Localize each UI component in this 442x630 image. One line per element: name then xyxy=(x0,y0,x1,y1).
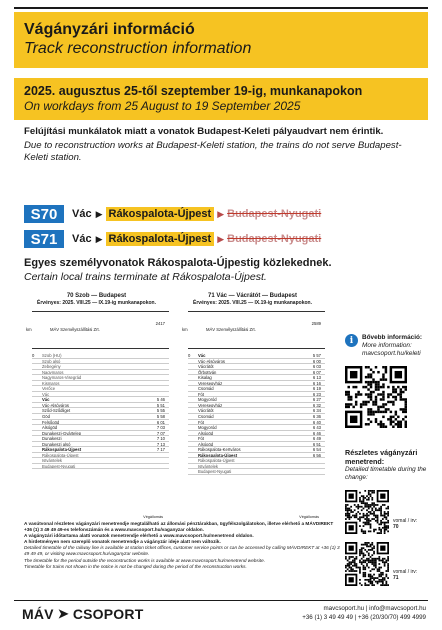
row-time xyxy=(147,392,169,397)
detailed-timetable xyxy=(345,448,429,482)
qr-code-line-70[interactable] xyxy=(345,490,389,534)
arrow-right-icon: ▶ xyxy=(95,233,103,244)
fine-print-line: A hirdetményen nem szereplő vonatok menetrendje a vágányzár ideje alatt nem változik. xyxy=(24,539,221,545)
timetable-footer: Végállomás xyxy=(299,515,319,519)
timetable-71 xyxy=(180,293,325,520)
row-station: Rákospalota-Újpest xyxy=(198,458,235,463)
row-time xyxy=(147,453,169,458)
row-station: Verőce xyxy=(42,386,56,391)
route-to: Rákospalota-Újpest xyxy=(106,232,215,246)
row-time: 6 32 xyxy=(312,402,321,408)
row-time: 6 19 xyxy=(312,386,321,392)
contact-line-1[interactable]: mavcsoport.hu | info@mavcsoport.hu xyxy=(323,605,426,612)
row-time: 6 51 xyxy=(312,441,321,447)
row-km xyxy=(188,364,198,369)
row-time: 7 10 xyxy=(156,436,165,442)
mav-csoport-logo xyxy=(22,606,143,622)
row-time xyxy=(303,458,325,463)
detailed-en: Detailed timetable during the change: xyxy=(345,466,427,481)
summary xyxy=(24,256,422,284)
row-station: Csomád xyxy=(198,386,214,391)
row-km xyxy=(32,370,42,375)
arrow-right-icon: ▶ xyxy=(217,233,225,244)
row-km xyxy=(188,414,198,419)
qr-code-icon xyxy=(345,542,389,586)
contact-line-2: +36 (1) 3 49 49 49 | +36 (20/30/70) 499 4999 xyxy=(302,614,426,621)
timetable-header-grid xyxy=(26,311,169,349)
row-station: Rákospalota-Újpest xyxy=(42,452,79,458)
fine-print-line: Detailed timetable of the railway line is available at station ticket offices, customer service points or can be accessed by calling MÁVDIREKT at +36 (1) 3 49 49 49, or visiting www.mavcsoport.hu/vaganyzar website. xyxy=(24,545,340,557)
row-time: 6 01 xyxy=(156,419,165,425)
row-km xyxy=(32,375,42,380)
row-time xyxy=(147,370,169,375)
row-km: 0 xyxy=(188,353,191,358)
route-cancelled: Budapest-Nyugati xyxy=(227,208,322,220)
km-column-header: km xyxy=(26,327,32,332)
row-station: Nagymaros-Visegrád xyxy=(42,375,82,380)
fine-print-line: A vágányzári időtartama alatti vonatok menetrendje elérhető a www.mavcsoport.hu/menetrend oldalon. xyxy=(24,533,254,539)
row-station: Veresegyház xyxy=(198,380,223,386)
more-info-url[interactable]: mavcsoport.hu/keleti xyxy=(362,350,421,357)
row-time: 6 23 xyxy=(312,391,321,397)
row-km xyxy=(188,447,198,452)
row-station: Kismaros xyxy=(42,380,60,386)
row-time: 7 07 xyxy=(156,430,165,436)
row-station: Vác xyxy=(42,397,50,402)
row-time: 5 57 xyxy=(312,353,321,358)
info-icon: i xyxy=(345,334,358,347)
row-km xyxy=(188,464,198,469)
row-km xyxy=(188,392,198,397)
fine-print-line: A vasútvonal részletes vágányzári menetrendje megtalálható az állomási pénztárakban, ügyfélszolgálatokon, illetve elérhető a MÁVDIREKT +36 (1) 3 49 49 49-es telefonszámán és a www.mavcsoport.hu/vaganyzar oldalon. xyxy=(24,521,334,533)
row-station: Kisalag xyxy=(198,375,212,380)
row-km xyxy=(188,408,198,413)
row-station: Mogyoród xyxy=(198,425,217,430)
summary-en: Certain local trains terminate at Rákospalota-Újpest. xyxy=(24,271,267,283)
row-station: Istvántelek xyxy=(42,458,63,463)
timetable-rows xyxy=(32,353,169,469)
row-station: Fót xyxy=(198,419,205,425)
bottom-rule xyxy=(14,600,428,601)
row-station: Szob (HU) xyxy=(42,353,62,358)
row-km xyxy=(188,375,198,380)
row-station: Alsógöd xyxy=(198,430,214,436)
timetable-title: 70 Szob — Budapest xyxy=(66,293,127,299)
qr-label-value: 70 xyxy=(393,524,399,530)
row-time: 6 56 xyxy=(312,452,321,458)
row-time: 6 13 xyxy=(312,375,321,381)
qr-code-line-71[interactable] xyxy=(345,542,389,586)
row-station: Fót xyxy=(198,436,205,441)
fine-print-line: Timetable for trains not shown in the notice is not be changed during the period of the reconstruction works. xyxy=(24,563,247,569)
row-time: 5 58 xyxy=(156,414,165,420)
row-time: 6 40 xyxy=(312,419,321,425)
row-time: 7 13 xyxy=(156,441,165,447)
row-time xyxy=(147,458,169,463)
logo-right: CSOPORT xyxy=(72,606,144,622)
row-time: 6 49 xyxy=(312,436,321,442)
route-s71 xyxy=(24,229,321,249)
train-number: 2589 xyxy=(311,321,321,326)
row-km xyxy=(188,397,198,402)
detailed-hu: Részletes vágányzári menetrend: xyxy=(345,448,418,466)
row-km xyxy=(32,420,42,425)
row-km xyxy=(32,458,42,463)
top-rule xyxy=(14,7,428,9)
train-number: 2417 xyxy=(155,321,165,326)
row-time: 7 17 xyxy=(156,447,165,453)
row-time xyxy=(147,375,169,380)
row-station: Vác xyxy=(42,391,50,397)
operator-header: MÁV Személyszállítási Zrt. xyxy=(50,327,100,332)
timetable-title: 71 Vác — Vácrátót — Budapest xyxy=(207,293,298,299)
row-km xyxy=(32,442,42,447)
row-km xyxy=(32,359,42,364)
notice-hu: Felújítási munkálatok miatt a vonatok Budapest-Keleti pályaudvart nem érintik. xyxy=(24,126,384,137)
row-time: 6 36 xyxy=(312,414,321,420)
timetable-footer: Végállomás xyxy=(143,515,163,519)
row-km xyxy=(188,420,198,425)
row-station: Rákospalota-Újpest xyxy=(42,447,82,452)
row-km xyxy=(32,431,42,436)
row-km xyxy=(188,436,198,441)
table-row xyxy=(188,469,325,475)
contact-info xyxy=(302,604,426,622)
row-time: 6 07 xyxy=(312,369,321,375)
row-km xyxy=(32,403,42,408)
row-km xyxy=(32,414,42,419)
row-station: Vácrátót xyxy=(198,364,214,369)
row-station: Mogyoród xyxy=(198,397,217,402)
row-station: Rákospalota-Újpest xyxy=(198,452,238,458)
row-km xyxy=(32,397,42,402)
row-km xyxy=(32,392,42,397)
route-to: Rákospalota-Újpest xyxy=(106,207,215,221)
route-from: Vác xyxy=(72,208,92,220)
row-station: Sződ-Sződliget xyxy=(42,408,71,414)
period-hu: 2025. augusztus 25-től szeptember 19-ig, munkanapokon xyxy=(24,84,363,98)
qr-label-prefix: vomal / irv: xyxy=(393,518,418,524)
row-km xyxy=(32,453,42,458)
route-cancelled: Budapest-Nyugati xyxy=(227,233,322,245)
row-km xyxy=(188,370,198,375)
logo-left: MÁV xyxy=(22,606,54,622)
arrow-right-icon: ▶ xyxy=(217,208,225,219)
row-time: 6 16 xyxy=(312,380,321,386)
route-from: Vác xyxy=(72,233,92,245)
period-band xyxy=(14,78,428,120)
row-station: Dunakeszi xyxy=(42,436,62,441)
period-en: On workdays from 25 August to 19 September 2025 xyxy=(24,99,301,113)
fine-print xyxy=(24,521,340,570)
arrow-right-icon: ▶ xyxy=(95,208,103,219)
title-hu: Vágányzári információ xyxy=(24,21,195,38)
row-time xyxy=(303,469,325,474)
row-km xyxy=(32,408,42,413)
row-time: 6 54 xyxy=(312,447,321,453)
row-km xyxy=(188,469,198,474)
row-station: Vác xyxy=(198,353,206,358)
row-station: Göd xyxy=(42,414,50,419)
row-station: Fót xyxy=(198,391,205,397)
row-km xyxy=(32,364,42,369)
operator-header: MÁV Személyszállítási Zrt. xyxy=(206,327,256,332)
row-time xyxy=(147,381,169,386)
qr-code-more-info[interactable] xyxy=(345,366,407,428)
row-km xyxy=(188,381,198,386)
row-time: 6 43 xyxy=(312,425,321,431)
row-station: Vácrátót xyxy=(198,408,214,414)
row-time: 6 03 xyxy=(312,364,321,370)
row-km xyxy=(188,442,198,447)
row-station: Szob alsó xyxy=(42,358,61,364)
row-station: Csomád xyxy=(198,414,214,419)
row-km xyxy=(188,431,198,436)
row-time xyxy=(147,386,169,391)
row-time xyxy=(147,464,169,469)
row-station: Dunakeszi alsó xyxy=(42,441,71,447)
row-time: 6 46 xyxy=(312,430,321,436)
row-km xyxy=(32,386,42,391)
title-en: Track reconstruction information xyxy=(24,40,252,57)
row-time: 5 46 xyxy=(156,397,165,403)
row-time: 5 51 xyxy=(156,402,165,408)
more-info-en: More information: xyxy=(362,342,412,349)
row-station: Alsógöd xyxy=(198,441,214,447)
row-station: Dunakeszi-Gyártelep xyxy=(42,430,82,436)
table-row xyxy=(32,464,169,470)
notice-en: Due to reconstruction works at Budapest-Keleti station, the trains do not serve Budapest-Keleti station. xyxy=(24,140,402,163)
row-time xyxy=(303,464,325,469)
qr-code-icon xyxy=(345,490,389,534)
row-time xyxy=(147,364,169,369)
row-time: 6 00 xyxy=(312,358,321,364)
qr-label-70 xyxy=(393,518,417,530)
timetable-validity: Érvényes: 2025. VIII.25 — IX.19-ig munkanapokon. xyxy=(193,300,312,306)
row-km xyxy=(188,359,198,364)
row-station: Budapest-Nyugati xyxy=(198,469,232,475)
row-station: Zebegény xyxy=(42,364,61,369)
qr-label-prefix: vomal / irv: xyxy=(393,569,418,575)
line-badge: S70 xyxy=(24,205,64,223)
fine-print-line: The timetable for the period outside the reconstruction works is available at www.mavcsoport.hu/menetrend website. xyxy=(24,557,266,563)
row-km xyxy=(188,403,198,408)
row-km xyxy=(188,386,198,391)
row-km xyxy=(32,447,42,452)
row-time xyxy=(147,353,169,358)
summary-hu: Egyes személyvonatok Rákospalota-Újpestig közlekednek. xyxy=(24,257,332,269)
row-station: Nagymaros xyxy=(42,369,64,375)
row-time: 5 55 xyxy=(156,408,165,414)
row-station: Istvántelek xyxy=(198,463,219,469)
row-station: Őrbottyán xyxy=(198,369,217,375)
row-station: Vác-Alsóváros xyxy=(198,358,225,364)
row-km: 0 xyxy=(32,353,35,358)
line-badge: S71 xyxy=(24,230,64,248)
row-km xyxy=(32,464,42,469)
row-time: 6 34 xyxy=(312,408,321,414)
row-time xyxy=(147,359,169,364)
row-station: Veresegyház xyxy=(198,402,223,408)
row-km xyxy=(188,425,198,430)
row-station: Alsógöd xyxy=(42,425,58,430)
row-time: 6 27 xyxy=(312,397,321,403)
more-info-hu: Bővebb információ: xyxy=(362,334,423,341)
route-s70 xyxy=(24,204,321,224)
row-station: Budapest-Nyugati xyxy=(42,463,76,469)
timetable-70 xyxy=(24,293,169,520)
header-box xyxy=(14,12,428,68)
row-km xyxy=(188,453,198,458)
qr-label-71 xyxy=(393,569,417,581)
qr-label-value: 71 xyxy=(393,575,399,581)
row-km xyxy=(32,381,42,386)
row-time: 7 03 xyxy=(156,425,165,431)
row-km xyxy=(32,436,42,441)
notice xyxy=(24,126,422,164)
row-station: Vác-Alsóváros xyxy=(42,402,69,408)
timetable-validity: Érvényes: 2025. VIII.25 — IX.19-ig munkanapokon. xyxy=(37,300,156,306)
row-km xyxy=(188,458,198,463)
row-station: Felsőgöd xyxy=(42,419,60,425)
qr-code-icon xyxy=(345,366,407,428)
km-column-header: km xyxy=(182,327,188,332)
timetable-rows xyxy=(188,353,325,475)
row-station: Rákospalota-Kertváros xyxy=(198,447,241,452)
timetable-header-grid xyxy=(182,311,325,349)
logo-arrow-icon: ➤ xyxy=(57,606,69,621)
more-info xyxy=(345,334,429,358)
row-km xyxy=(32,425,42,430)
